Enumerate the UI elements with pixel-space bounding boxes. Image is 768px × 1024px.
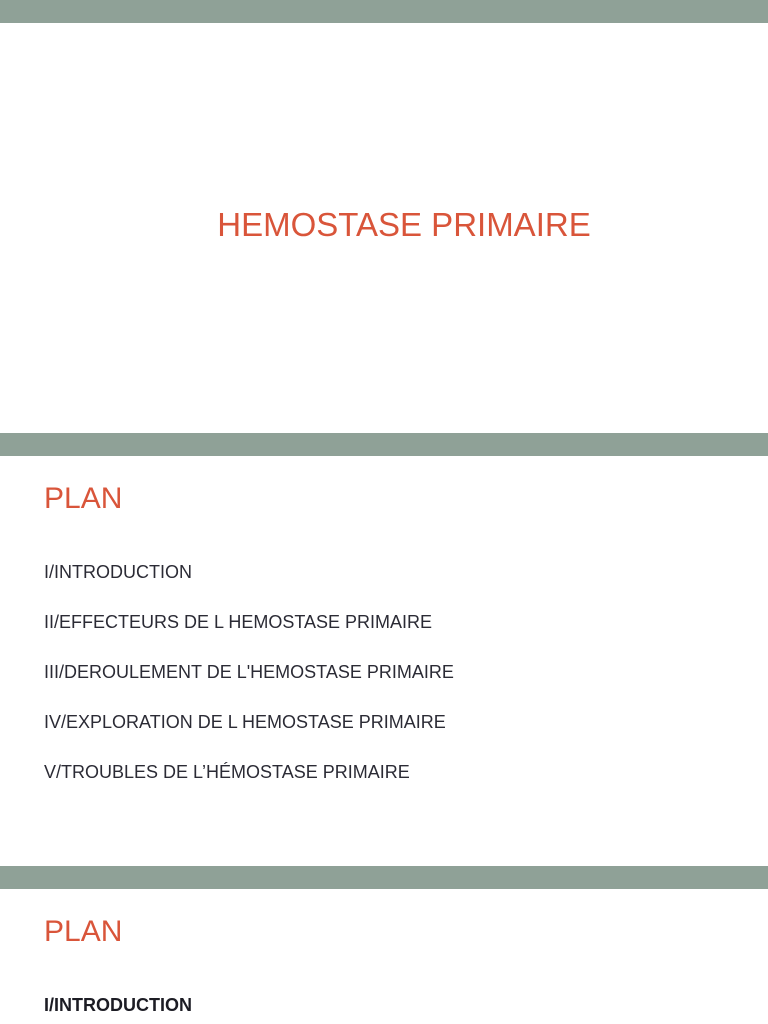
plan-item: I/INTRODUCTION [44,562,192,582]
plan-title: PLAN [44,915,123,948]
plan-title: PLAN [44,482,123,515]
slide-header-band [0,0,768,23]
plan-item: II/EFFECTEURS DE L HEMOSTASE PRIMAIRE [44,612,433,632]
plan-item: III/DEROULEMENT DE L'HEMOSTASE PRIMAIRE [44,662,454,682]
plan-item: IV/EXPLORATION DE L HEMOSTASE PRIMAIRE [44,712,446,732]
slide-header-band [0,433,768,456]
plan-list [44,562,454,812]
presentation-title: HEMOSTASE PRIMAIRE [217,206,591,243]
slide-header-band [0,866,768,889]
plan-item-bold: I/INTRODUCTION [44,995,192,1015]
plan-item: V/TROUBLES DE L’HÉMOSTASE PRIMAIRE [44,762,410,782]
